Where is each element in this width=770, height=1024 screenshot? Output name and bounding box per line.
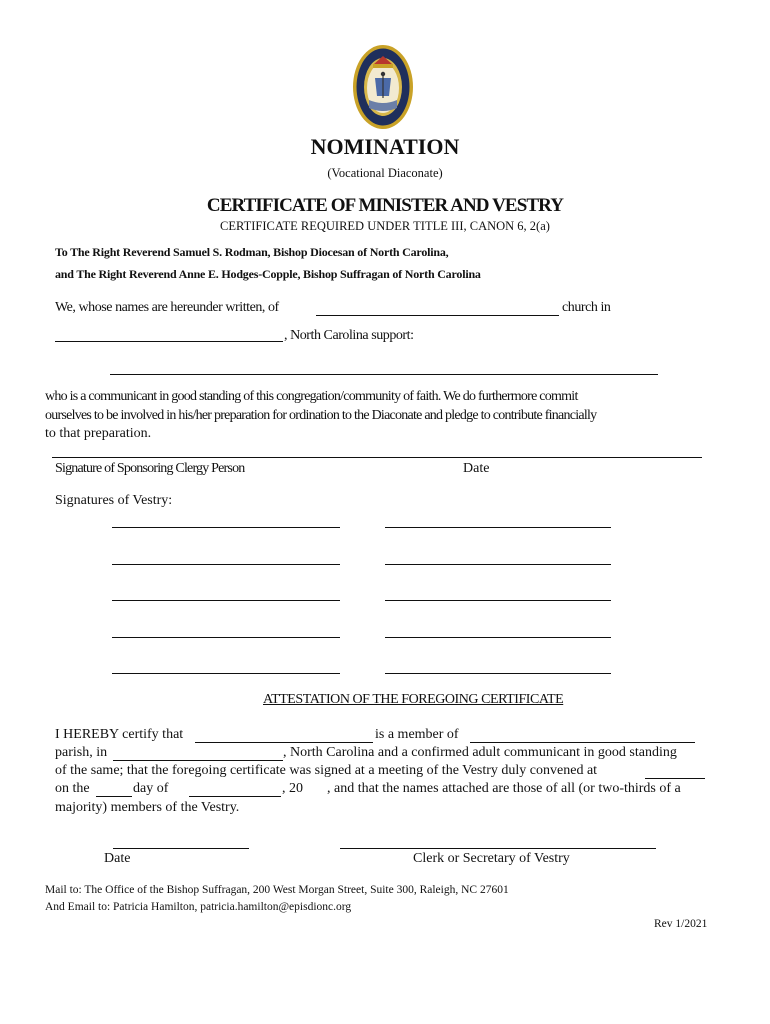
- attest-date-label: Date: [104, 851, 131, 866]
- vestry-signature-field[interactable]: [385, 600, 611, 601]
- meeting-day-field[interactable]: [96, 796, 132, 797]
- vestry-signatures-label: Signatures of Vestry:: [55, 493, 173, 508]
- attest-line-3: of the same; that the foregoing certificate was signed at a meeting of the Vestry duly convened at: [55, 763, 598, 778]
- certificate-title: CERTIFICATE OF MINISTER AND VESTRY: [206, 195, 564, 216]
- attest-date-field[interactable]: [113, 848, 249, 849]
- address-line-2: and The Right Reverend Anne E. Hodges-Copple, Bishop Suffragan of North Carolina: [55, 267, 481, 281]
- meeting-month-field[interactable]: [189, 796, 281, 797]
- vestry-signature-field[interactable]: [385, 527, 611, 528]
- vestry-signature-field[interactable]: [385, 637, 611, 638]
- attest-line-2b: , North Carolina and a confirmed adult communicant in good standing: [283, 745, 677, 760]
- attest-line-4c: , 20: [282, 781, 303, 796]
- sponsor-signature-field[interactable]: [52, 457, 702, 458]
- form-title: NOMINATION: [310, 134, 460, 159]
- clerk-signature-label: Clerk or Secretary of Vestry: [413, 851, 570, 866]
- city-field[interactable]: [55, 341, 283, 342]
- paragraph-line-3: to that preparation.: [45, 426, 152, 441]
- vestry-signature-field[interactable]: [385, 673, 611, 674]
- meeting-location-field[interactable]: [645, 778, 705, 779]
- we-names-text: We, whose names are hereunder written, of: [55, 300, 279, 315]
- revision-text: Rev 1/2021: [654, 918, 708, 930]
- attest-line-2a: parish, in: [55, 745, 108, 760]
- attest-line-4d: , and that the names attached are those of all (or two-thirds of a: [327, 781, 681, 796]
- attestation-heading: ATTESTATION OF THE FOREGOING CERTIFICATE: [263, 692, 564, 707]
- vestry-signature-field[interactable]: [112, 564, 340, 565]
- attest-line-4a: on the: [55, 781, 90, 796]
- paragraph-line-2: ourselves to be involved in his/her preparation for ordination to the Diaconate and pledge to contribute financially: [45, 408, 597, 423]
- church-in-text: church in: [562, 300, 611, 315]
- vestry-signature-field[interactable]: [112, 637, 340, 638]
- church-name-field[interactable]: [316, 315, 559, 316]
- paragraph-line-1: who is a communicant in good standing of this congregation/community of faith. We do furthermore commit: [45, 389, 578, 404]
- sponsor-date-label: Date: [463, 461, 490, 476]
- vestry-signature-field[interactable]: [112, 600, 340, 601]
- nominee-name-field[interactable]: [110, 374, 658, 375]
- attest-line-1a: I HEREBY certify that: [55, 727, 184, 742]
- sponsor-signature-label: Signature of Sponsoring Clergy Person: [55, 461, 245, 476]
- vestry-signature-field[interactable]: [112, 527, 340, 528]
- vestry-signature-field[interactable]: [112, 673, 340, 674]
- address-line-1: To The Right Reverend Samuel S. Rodman, Bishop Diocesan of North Carolina,: [55, 245, 449, 259]
- diocese-seal-icon: [352, 44, 414, 130]
- attest-line-5: majority) members of the Vestry.: [55, 800, 240, 815]
- certificate-requirement: CERTIFICATE REQUIRED UNDER TITLE III, CANON 6, 2(a): [220, 219, 550, 233]
- clerk-signature-field[interactable]: [340, 848, 656, 849]
- parish-city-field[interactable]: [113, 760, 283, 761]
- attest-line-4b: day of: [133, 781, 169, 796]
- parish-name-field[interactable]: [470, 742, 695, 743]
- mail-to-text: Mail to: The Office of the Bishop Suffragan, 200 West Morgan Street, Suite 300, Raleigh, NC 27601: [45, 884, 509, 896]
- email-to-text: And Email to: Patricia Hamilton, patricia.hamilton@episdionc.org: [45, 901, 352, 913]
- nc-support-text: , North Carolina support:: [284, 328, 414, 343]
- vestry-signature-field[interactable]: [385, 564, 611, 565]
- form-subtitle: (Vocational Diaconate): [327, 166, 443, 180]
- communicant-name-field[interactable]: [195, 742, 373, 743]
- attest-line-1b: is a member of: [375, 727, 459, 742]
